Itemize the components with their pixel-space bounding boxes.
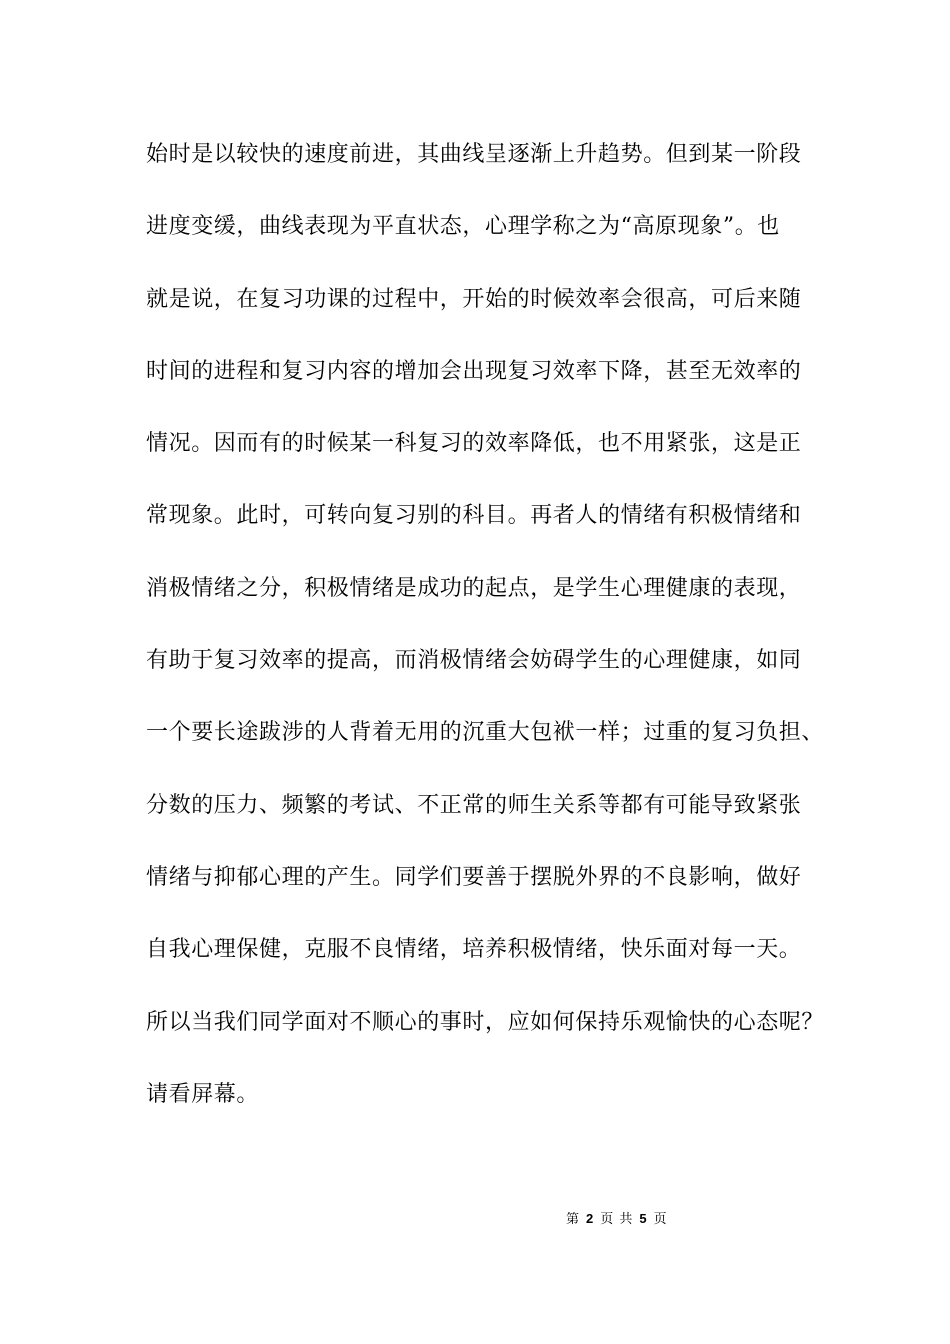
total-pages-number: 5 xyxy=(639,1211,648,1226)
text-line: 分数的压力、频繁的考试、不正常的师生关系等都有可能导致紧张 xyxy=(146,792,802,818)
page-number-footer xyxy=(566,1208,668,1227)
footer-prefix: 第 xyxy=(566,1212,581,1227)
text-line: 情况。因而有的时候某一科复习的效率降低，也不用紧张，这是正 xyxy=(146,431,802,457)
text-line: 有助于复习效率的提高，而消极情绪会妨碍学生的心理健康，如同 xyxy=(146,648,802,674)
text-line: 消极情绪之分，积极情绪是成功的起点，是学生心理健康的表现， xyxy=(146,575,802,601)
text-line: 常现象。此时，可转向复习别的科目。再者人的情绪有积极情绪和 xyxy=(146,503,802,529)
footer-suffix: 页 xyxy=(653,1212,668,1227)
text-line: 进度变缓，曲线表现为平直状态，心理学称之为“高原现象”。也 xyxy=(146,214,780,240)
text-line: 情绪与抑郁心理的产生。同学们要善于摆脱外界的不良影响，做好 xyxy=(146,864,802,890)
text-line: 时间的进程和复习内容的增加会出现复习效率下降，甚至无效率的 xyxy=(146,358,802,384)
text-line: 始时是以较快的速度前进，其曲线呈逐渐上升趋势。但到某一阶段 xyxy=(146,142,802,167)
text-line: 所以当我们同学面对不顺心的事时，应如何保持乐观愉快的心态呢？ xyxy=(146,1009,825,1035)
text-line: 请看屏幕。 xyxy=(146,1081,260,1107)
current-page-number: 2 xyxy=(586,1211,595,1226)
text-line: 自我心理保健，克服不良情绪，培养积极情绪，快乐面对每一天。 xyxy=(146,937,802,963)
body-text xyxy=(146,134,846,1146)
text-line: 一个要长途跋涉的人背着无用的沉重大包袱一样；过重的复习负担、 xyxy=(146,720,825,746)
text-line: 就是说，在复习功课的过程中，开始的时候效率会很高，可后来随 xyxy=(146,286,802,312)
footer-middle: 页 共 xyxy=(600,1212,634,1227)
